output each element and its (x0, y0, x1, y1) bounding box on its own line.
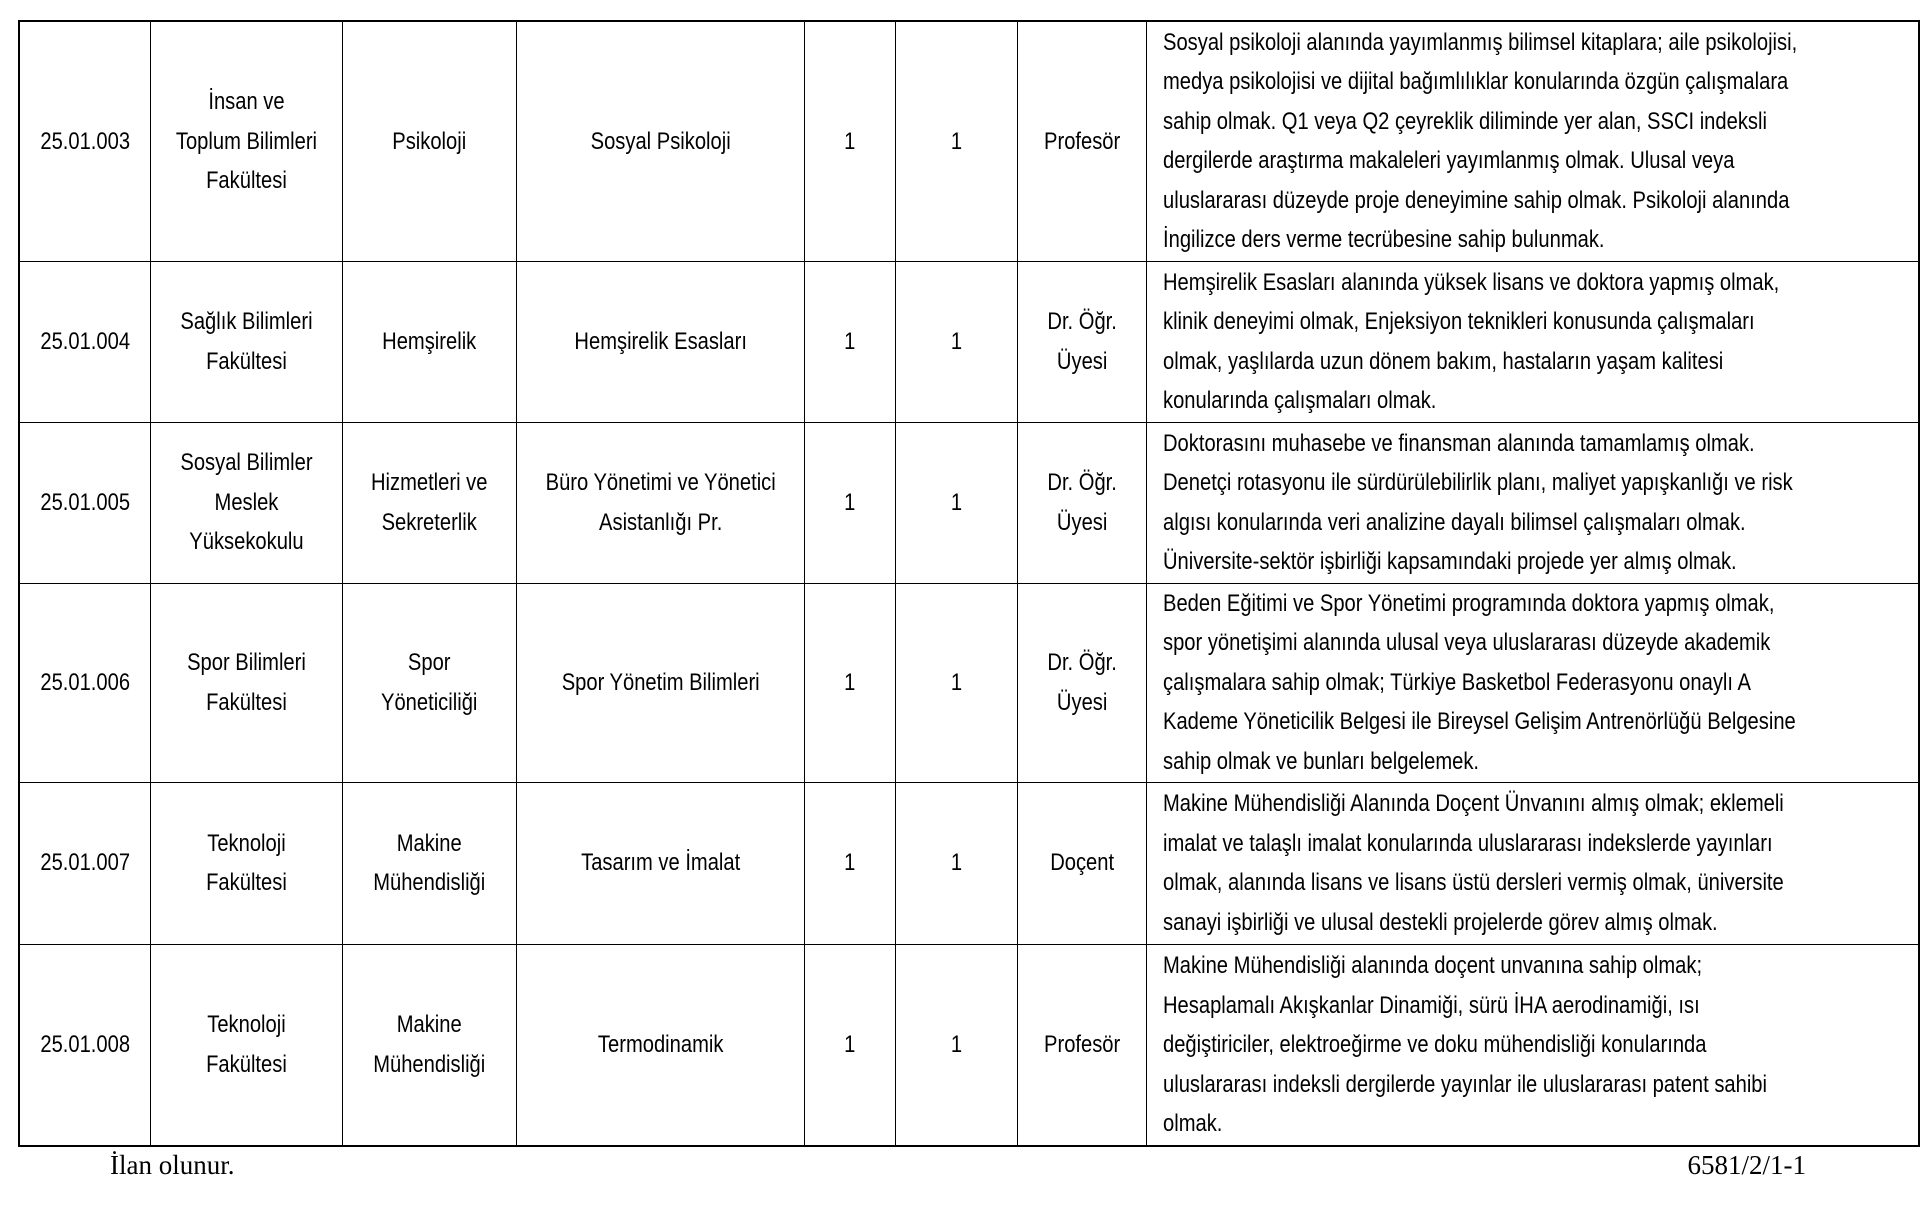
field-cell (516, 261, 804, 422)
faculty-cell (151, 261, 343, 422)
cell-text-line: Fakültesi (206, 347, 288, 375)
cell-text-line: uluslararası düzeyde proje deneyimine sahip olmak. Psikoloji alanında (1162, 186, 1790, 214)
table-row (19, 583, 1919, 782)
reference-number: 6581/2/1-1 (1687, 1150, 1806, 1180)
cell-text-line: Denetçi rotasyonu ile sürdürülebilirlik planı, maliyet yapışkanlığı ve risk (1162, 469, 1793, 496)
cell-text-line: Doçent (1049, 849, 1114, 877)
title-cell (1017, 583, 1146, 782)
cell-text-line: 1 (844, 668, 856, 696)
field-cell (516, 422, 804, 583)
quota-cell (805, 583, 895, 782)
cell-text-line: Dr. Öğr. (1047, 469, 1117, 496)
count-cell (895, 21, 1017, 261)
cell-text-line: olmak. (1162, 1110, 1223, 1137)
cell-text-line: algısı konularında veri analizine dayalı bilimsel çalışmaları olmak. (1162, 508, 1746, 536)
cell-text-line: Teknoloji (207, 1011, 287, 1039)
cell-text-line: 25.01.005 (40, 488, 131, 516)
cell-text-line: Mühendisliği (373, 869, 486, 896)
cell-text-line: Mühendisliği (373, 1050, 486, 1078)
faculty-cell (151, 583, 343, 782)
cell-text-line: Hemşirelik (382, 327, 477, 355)
cell-text-line: Makine (397, 1011, 463, 1039)
cell-text-line: klinik deneyimi olmak, Enjeksiyon teknikleri konusunda çalışmaları (1162, 308, 1755, 335)
cell-text-line: 1 (950, 127, 962, 155)
position-code-cell (19, 261, 151, 422)
cell-text-line: sahip olmak ve bunları belgelemek. (1162, 747, 1479, 775)
cell-text-line: 1 (844, 488, 856, 516)
cell-text-line: Profesör (1043, 127, 1120, 155)
cell-text-line: Kademe Yöneticilik Belgesi ile Bireysel Gelişim Antrenörlüğü Belgesine (1162, 708, 1796, 736)
cell-text-line: Spor Bilimleri (187, 649, 307, 676)
department-cell (343, 422, 516, 583)
faculty-cell (151, 422, 343, 583)
field-cell (516, 944, 804, 1146)
cell-text-line: medya psikolojisi ve dijital bağımlılıklar konularında özgün çalışmalara (1162, 68, 1789, 96)
cell-text-line: Sekreterlik (381, 508, 478, 536)
department-cell (343, 944, 516, 1146)
cell-text-line: değiştiriciler, elektroeğirme ve doku mühendisliği konularında (1162, 1031, 1707, 1058)
cell-text-line: Asistanlığı Pr. (598, 508, 723, 536)
cell-text-line: Profesör (1043, 1031, 1120, 1058)
cell-text-line: olmak, alanında lisans ve lisans üstü dersleri vermiş olmak, üniversite (1162, 869, 1784, 896)
cell-text-line: Fakültesi (206, 869, 288, 896)
requirements-cell (1146, 782, 1919, 944)
cell-text-line: 1 (844, 327, 856, 355)
cell-text-line: Hemşirelik Esasları alanında yüksek lisans ve doktora yapmış olmak, (1162, 268, 1780, 296)
cell-text-line: İngilizce ders verme tecrübesine sahip bulunmak. (1162, 226, 1605, 254)
cell-text-line: 1 (950, 668, 962, 696)
position-code-cell (19, 21, 151, 261)
cell-text-line: 25.01.007 (40, 849, 131, 877)
table-row (19, 21, 1919, 261)
cell-text-line: 1 (950, 1031, 962, 1058)
cell-text-line: olmak, yaşlılarda uzun dönem bakım, hastaların yaşam kalitesi (1162, 347, 1724, 375)
cell-text-line: 25.01.003 (40, 127, 131, 155)
field-cell (516, 583, 804, 782)
title-cell (1017, 21, 1146, 261)
cell-text-line: Sosyal Bilimler (180, 449, 313, 477)
positions-table (18, 20, 1920, 1147)
department-cell (343, 583, 516, 782)
count-cell (895, 422, 1017, 583)
table-row (19, 944, 1919, 1146)
cell-text-line: 1 (844, 1031, 856, 1058)
requirements-cell (1146, 422, 1919, 583)
cell-text-line: 1 (950, 488, 962, 516)
position-code-cell (19, 422, 151, 583)
cell-text-line: spor yönetişimi alanında ulusal veya uluslararası düzeyde akademik (1162, 629, 1771, 657)
cell-text-line: Doktorasını muhasebe ve finansman alanında tamamlamış olmak. (1162, 429, 1755, 457)
cell-text-line: İnsan ve (208, 88, 285, 115)
count-cell (895, 583, 1017, 782)
cell-text-line: Hemşirelik Esasları (574, 327, 747, 355)
cell-text-line: Meslek (214, 488, 279, 516)
position-code-cell (19, 782, 151, 944)
cell-text-line: sahip olmak. Q1 veya Q2 çeyreklik diliminde yer alan, SSCI indeksli (1162, 107, 1767, 135)
cell-text-line: Fakültesi (206, 167, 288, 194)
table-row (19, 782, 1919, 944)
quota-cell (805, 261, 895, 422)
cell-text-line: Dr. Öğr. (1047, 308, 1117, 335)
faculty-cell (151, 21, 343, 261)
cell-text-line: konularında çalışmaları olmak. (1162, 387, 1437, 414)
cell-text-line: Hizmetleri ve (371, 469, 488, 496)
cell-text-line: Büro Yönetimi ve Yönetici (545, 469, 776, 496)
title-cell (1017, 261, 1146, 422)
department-cell (343, 261, 516, 422)
cell-text-line: Teknoloji (207, 829, 287, 857)
cell-text-line: Dr. Öğr. (1047, 649, 1117, 676)
cell-text-line: Hesaplamalı Akışkanlar Dinamiği, sürü İHA aerodinamiği, ısı (1162, 991, 1700, 1019)
cell-text-line: Tasarım ve İmalat (580, 849, 741, 877)
cell-text-line: Spor Yönetim Bilimleri (561, 668, 760, 696)
cell-text-line: Makine (397, 829, 463, 857)
quota-cell (805, 422, 895, 583)
cell-text-line: Beden Eğitimi ve Spor Yönetimi programında doktora yapmış olmak, (1162, 589, 1775, 617)
field-cell (516, 782, 804, 944)
table-row (19, 422, 1919, 583)
title-cell (1017, 944, 1146, 1146)
quota-cell (805, 21, 895, 261)
cell-text-line: Termodinamik (597, 1031, 724, 1058)
cell-text-line: 25.01.006 (40, 668, 131, 696)
cell-text-line: Sosyal psikoloji alanında yayımlanmış bilimsel kitaplara; aile psikolojisi, (1162, 28, 1798, 56)
cell-text-line: 1 (950, 849, 962, 877)
table-row (19, 261, 1919, 422)
cell-text-line: Spor (408, 649, 451, 676)
cell-text-line: Üyesi (1056, 688, 1108, 716)
cell-text-line: 25.01.004 (40, 327, 131, 355)
field-cell (516, 21, 804, 261)
cell-text-line: Sosyal Psikoloji (590, 127, 731, 155)
cell-text-line: Makine Mühendisliği alanında doçent unvanına sahip olmak; (1162, 952, 1703, 979)
faculty-cell (151, 782, 343, 944)
cell-text-line: Yüksekokulu (189, 528, 305, 556)
cell-text-line: Üyesi (1056, 347, 1108, 375)
faculty-cell (151, 944, 343, 1146)
cell-text-line: Fakültesi (206, 688, 288, 716)
requirements-cell (1146, 944, 1919, 1146)
count-cell (895, 782, 1017, 944)
cell-text-line: imalat ve talaşlı imalat konularında uluslararası indekslerde yayınları (1162, 829, 1773, 857)
cell-text-line: uluslararası indeksli dergilerde yayınlar ile uluslararası patent sahibi (1162, 1070, 1767, 1098)
count-cell (895, 261, 1017, 422)
cell-text-line: Toplum Bilimleri (176, 127, 318, 155)
cell-text-line: Fakültesi (206, 1050, 288, 1078)
cell-text-line: 1 (844, 849, 856, 877)
count-cell (895, 944, 1017, 1146)
quota-cell (805, 944, 895, 1146)
cell-text-line: 1 (950, 327, 962, 355)
title-cell (1017, 782, 1146, 944)
cell-text-line: Yöneticiliği (381, 688, 478, 716)
cell-text-line: Üyesi (1056, 508, 1108, 536)
cell-text-line: çalışmalara sahip olmak; Türkiye Basketbol Federasyonu onaylı A (1162, 668, 1751, 696)
cell-text-line: Makine Mühendisliği Alanında Doçent Ünvanını almış olmak; eklemeli (1162, 790, 1784, 817)
cell-text-line: Üniversite-sektör işbirliği kapsamındaki projede yer almış olmak. (1162, 548, 1737, 575)
cell-text-line: Sağlık Bilimleri (180, 308, 313, 335)
cell-text-line: sanayi işbirliği ve ulusal destekli projelerde görev almış olmak. (1162, 908, 1718, 936)
title-cell (1017, 422, 1146, 583)
cell-text-line: 25.01.008 (40, 1031, 131, 1058)
position-code-cell (19, 583, 151, 782)
cell-text-line: dergilerde araştırma makaleleri yayımlanmış olmak. Ulusal veya (1162, 147, 1735, 175)
requirements-cell (1146, 261, 1919, 422)
position-code-cell (19, 944, 151, 1146)
department-cell (343, 21, 516, 261)
requirements-cell (1146, 583, 1919, 782)
cell-text-line: 1 (844, 127, 856, 155)
quota-cell (805, 782, 895, 944)
department-cell (343, 782, 516, 944)
requirements-cell (1146, 21, 1919, 261)
announcement-text: İlan olunur. (110, 1150, 235, 1180)
cell-text-line: Psikoloji (392, 127, 467, 155)
